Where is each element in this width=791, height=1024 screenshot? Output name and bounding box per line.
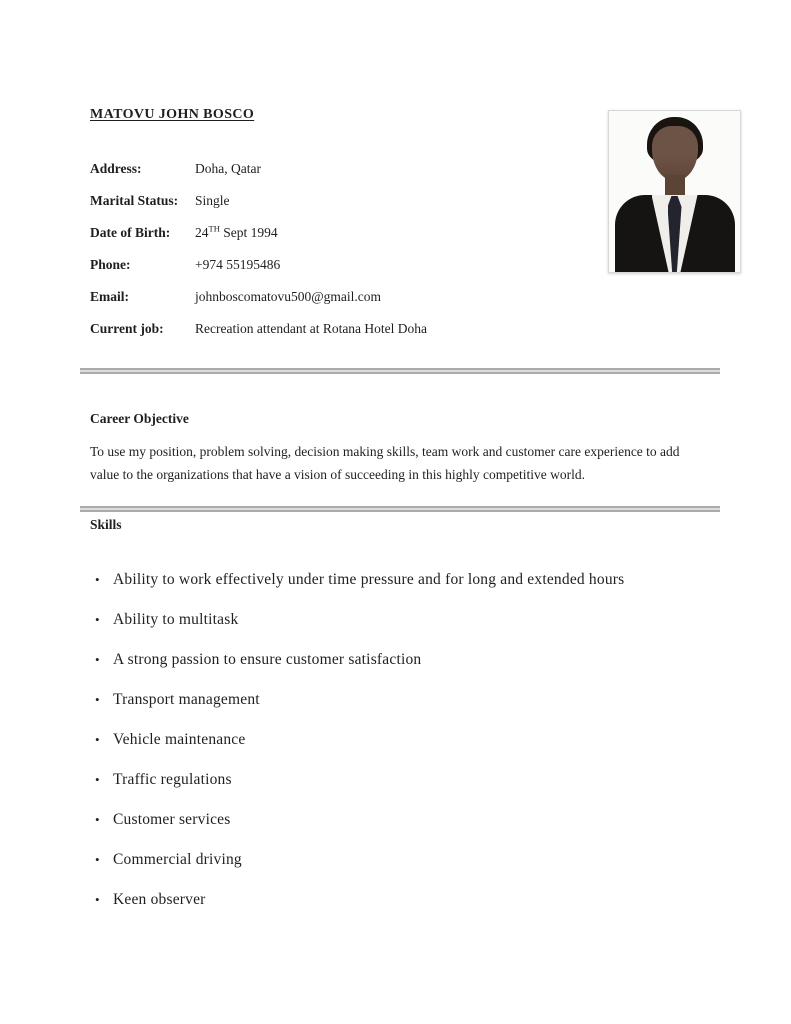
contact-row [90,321,720,353]
bullet-icon: • [95,572,100,587]
career-objective-heading: Career Objective [90,411,189,426]
contact-value: +974 55195486 [195,257,281,272]
contact-value: johnboscomatovu500@gmail.com [195,289,382,304]
skill-label: A strong passion to ensure customer satisfaction [113,651,422,668]
bullet-icon: • [95,852,100,867]
skill-label: Transport management [113,691,260,708]
bullet-icon: • [95,812,100,827]
skill-label: Traffic regulations [113,771,232,788]
contact-value: 24TH Sept 1994 [195,223,278,240]
skills-list [90,570,720,910]
skill-label: Ability to work effectively under time pressure and for long and extended hours [113,571,625,588]
contact-value: Doha, Qatar [195,161,261,176]
career-objective-text: To use my position, problem solving, decision making skills, team work and customer care experience to add value to the organizations that have a vision of succeeding in this highly competitive world. [90,444,680,482]
section-divider [80,506,720,512]
skill-item [90,610,720,630]
ordinal-superscript: TH [208,223,220,234]
section-divider [80,368,720,374]
skill-label: Keen observer [113,891,206,908]
skills-heading: Skills [90,517,122,532]
contact-label: Date of Birth: [90,225,171,240]
skill-label: Commercial driving [113,851,242,868]
contact-value: Recreation attendant at Rotana Hotel Doha [195,321,428,336]
contact-label: Email: [90,289,129,304]
page-title: MATOVU JOHN BOSCO [90,107,255,122]
bullet-icon: • [95,892,100,907]
skill-item [90,810,720,830]
portrait-photo [608,110,741,273]
portrait-person [609,111,740,272]
skill-item [90,690,720,710]
photo-face [652,126,698,181]
skill-item [90,570,720,590]
skill-item [90,650,720,670]
contact-label: Phone: [90,257,131,272]
contact-label: Current job: [90,321,164,336]
bullet-icon: • [95,612,100,627]
bullet-icon: • [95,732,100,747]
skill-item [90,730,720,750]
skill-item [90,850,720,870]
contact-value: Single [195,193,230,208]
bullet-icon: • [95,652,100,667]
bullet-icon: • [95,772,100,787]
contact-row [90,289,720,321]
skill-item [90,770,720,790]
photo-neck [665,175,685,197]
bullet-icon: • [95,692,100,707]
contact-label: Address: [90,161,142,176]
skill-label: Customer services [113,811,231,828]
skill-label: Vehicle maintenance [113,731,246,748]
contact-label: Marital Status: [90,193,179,208]
skill-label: Ability to multitask [113,611,239,628]
skill-item [90,890,720,910]
